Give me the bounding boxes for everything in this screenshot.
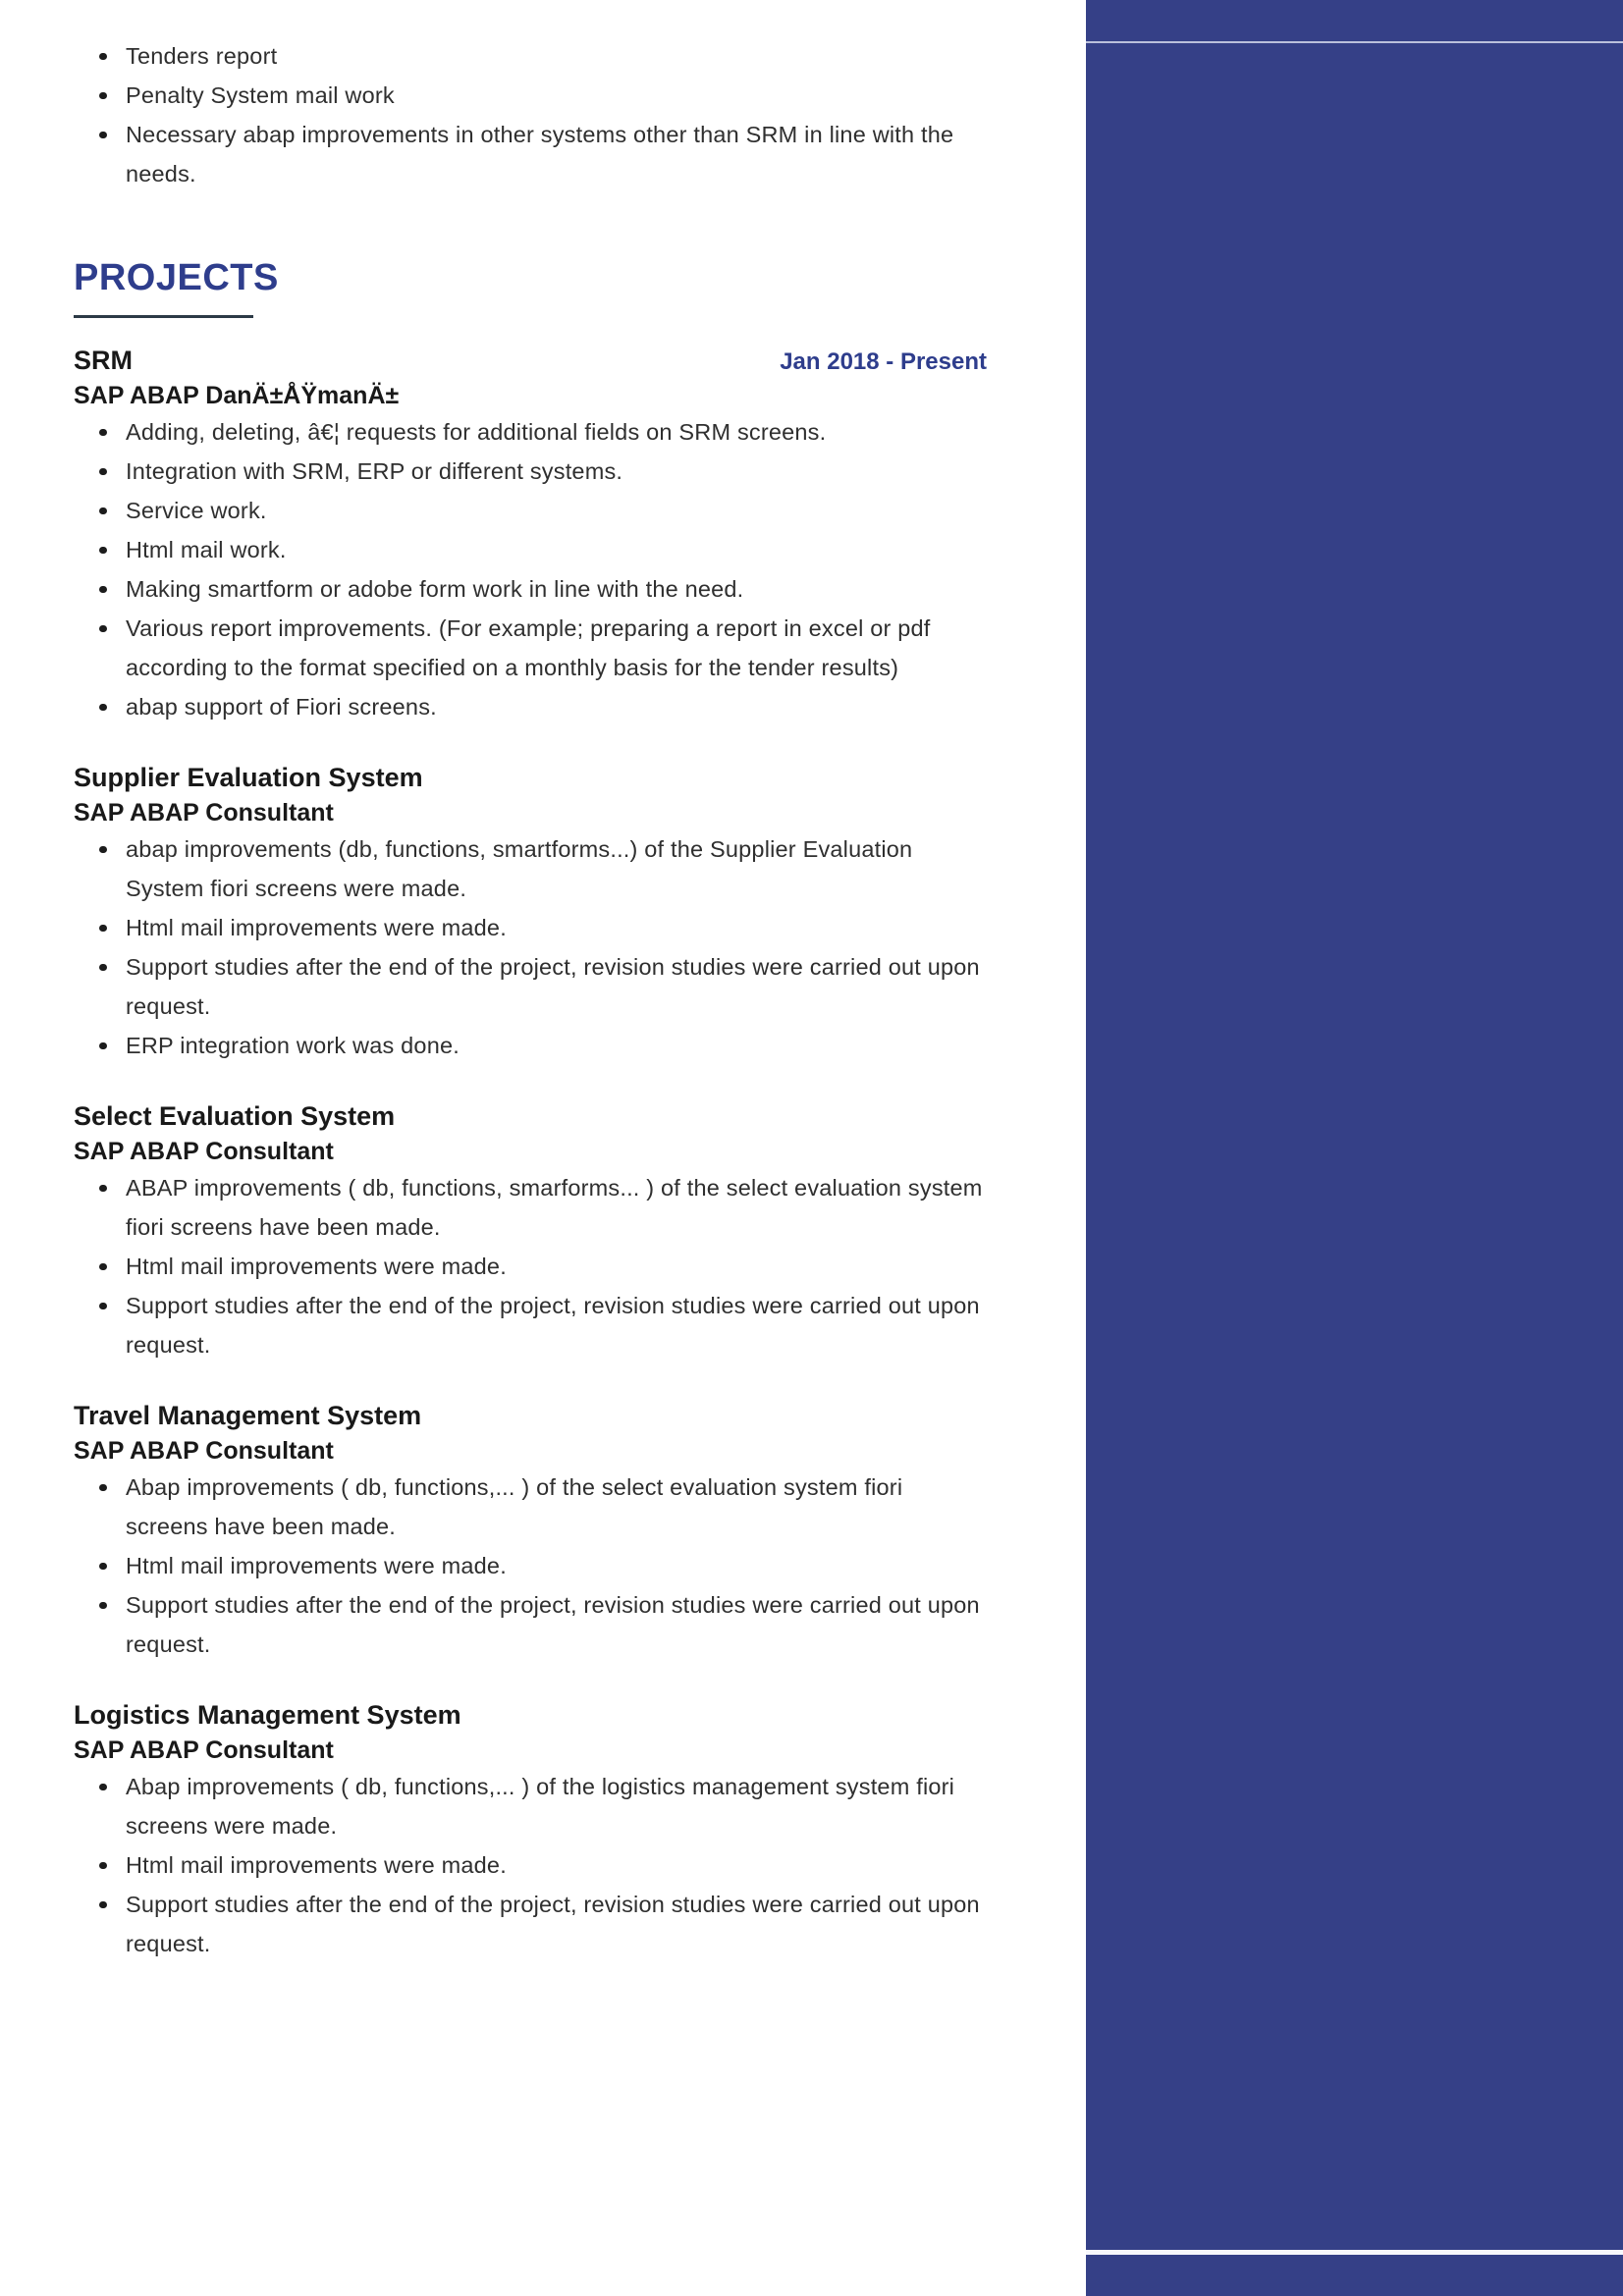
- project-subtitle: SAP ABAP Consultant: [74, 799, 334, 827]
- project-date: Jan 2018 - Present: [780, 348, 987, 375]
- project-title: Travel Management System: [74, 1401, 422, 1430]
- project-subtitle: SAP ABAP Consultant: [74, 1138, 334, 1165]
- project-section: [74, 343, 987, 726]
- project-header: [74, 760, 987, 796]
- bullet-item: Various report improvements. (For example; preparing a report in excel or pdf according to the format specified on a monthly basis for the tender results): [74, 609, 987, 687]
- bullet-item: Integration with SRM, ERP or different systems.: [74, 452, 987, 491]
- project-subtitle: SAP ABAP DanÄ±ÅŸmanÄ±: [74, 382, 400, 409]
- project-header: [74, 343, 987, 379]
- bullet-item: Html mail improvements were made.: [74, 908, 987, 947]
- bullet-item: Html mail work.: [74, 530, 987, 569]
- bullet-item: abap improvements (db, functions, smartforms...) of the Supplier Evaluation System fiori screens were made.: [74, 829, 987, 908]
- bullet-item: abap support of Fiori screens.: [74, 687, 987, 726]
- project-section: [74, 760, 987, 1065]
- project-title: SRM: [74, 346, 133, 375]
- intro-bullet-list: [74, 36, 987, 193]
- project-bullet-list: [74, 1468, 987, 1664]
- bullet-item: Penalty System mail work: [74, 76, 987, 115]
- projects-list: [74, 343, 987, 1963]
- bullet-item: Html mail improvements were made.: [74, 1247, 987, 1286]
- bullet-item: Necessary abap improvements in other systems other than SRM in line with the needs.: [74, 115, 987, 193]
- sidebar: [1086, 0, 1623, 2296]
- page-gap-line-top: [1086, 41, 1623, 43]
- project-header: [74, 1398, 987, 1434]
- project-subtitle: SAP ABAP Consultant: [74, 1736, 334, 1764]
- project-section: [74, 1697, 987, 1963]
- bullet-item: Support studies after the end of the project, revision studies were carried out upon request.: [74, 1585, 987, 1664]
- project-header: [74, 1098, 987, 1135]
- bullet-item: Html mail improvements were made.: [74, 1845, 987, 1885]
- bullet-item: Adding, deleting, â€¦ requests for additional fields on SRM screens.: [74, 412, 987, 452]
- project-bullet-list: [74, 829, 987, 1065]
- project-header: [74, 1697, 987, 1734]
- project-section: [74, 1098, 987, 1364]
- section-underline: [74, 315, 253, 318]
- bullet-item: Support studies after the end of the project, revision studies were carried out upon request.: [74, 1885, 987, 1963]
- bullet-item: ABAP improvements ( db, functions, smarforms... ) of the select evaluation system fiori screens have been made.: [74, 1168, 987, 1247]
- project-section: [74, 1398, 987, 1664]
- project-bullet-list: [74, 1767, 987, 1963]
- project-title: Logistics Management System: [74, 1700, 461, 1730]
- section-title: PROJECTS: [74, 257, 279, 298]
- bullet-item: Abap improvements ( db, functions,... ) of the logistics management system fiori screens were made.: [74, 1767, 987, 1845]
- bullet-item: Support studies after the end of the project, revision studies were carried out upon request.: [74, 947, 987, 1026]
- project-bullet-list: [74, 412, 987, 726]
- bullet-item: Tenders report: [74, 36, 987, 76]
- project-title: Select Evaluation System: [74, 1101, 396, 1131]
- bullet-item: ERP integration work was done.: [74, 1026, 987, 1065]
- project-title: Supplier Evaluation System: [74, 763, 423, 792]
- bullet-item: Support studies after the end of the project, revision studies were carried out upon request.: [74, 1286, 987, 1364]
- bullet-item: Making smartform or adobe form work in line with the need.: [74, 569, 987, 609]
- bullet-item: Html mail improvements were made.: [74, 1546, 987, 1585]
- project-bullet-list: [74, 1168, 987, 1364]
- bullet-item: Service work.: [74, 491, 987, 530]
- project-subtitle: SAP ABAP Consultant: [74, 1437, 334, 1465]
- page-gap-line-bottom: [1086, 2250, 1623, 2255]
- main-content: [74, 36, 987, 1963]
- bullet-item: Abap improvements ( db, functions,... ) of the select evaluation system fiori screens have been made.: [74, 1468, 987, 1546]
